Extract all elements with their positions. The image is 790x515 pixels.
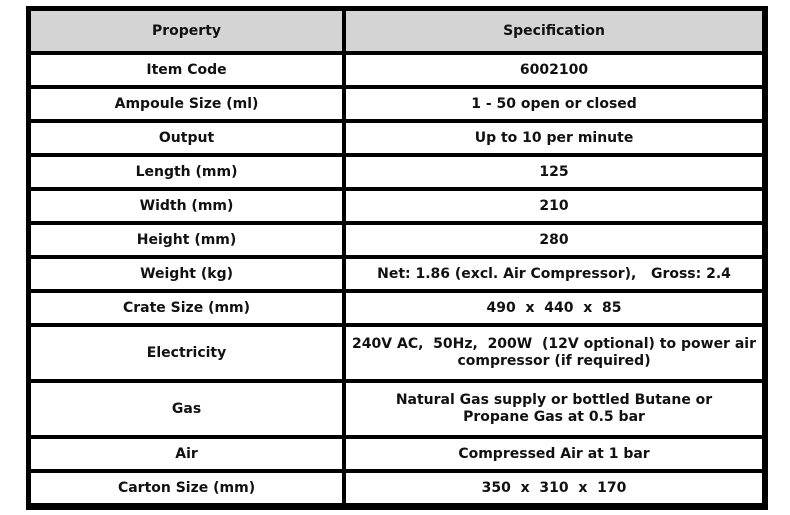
property-cell: Height (mm): [31, 225, 346, 255]
spec-cell: [346, 383, 762, 435]
spec-cell: [346, 327, 762, 379]
property-cell: Carton Size (mm): [31, 473, 346, 503]
property-cell: Electricity: [31, 327, 346, 379]
spec-cell: 490 x 440 x 85: [346, 293, 762, 323]
property-cell: Width (mm): [31, 191, 346, 221]
table-row: [31, 439, 762, 469]
spec-line: Natural Gas supply or bottled Butane or: [395, 392, 713, 408]
table-row: [31, 473, 762, 503]
spec-table-frame: [26, 6, 768, 510]
table-row: [31, 225, 762, 255]
property-cell: Length (mm): [31, 157, 346, 187]
table-row: [31, 89, 762, 119]
header-property: Property: [31, 11, 346, 51]
spec-cell: 280: [346, 225, 762, 255]
property-cell: Crate Size (mm): [31, 293, 346, 323]
table-row: [31, 123, 762, 153]
property-cell: Weight (kg): [31, 259, 346, 289]
table-row: [31, 157, 762, 187]
table-row: [31, 191, 762, 221]
table-header-row: [31, 11, 762, 51]
property-cell: Ampoule Size (ml): [31, 89, 346, 119]
spec-line: Propane Gas at 0.5 bar: [463, 409, 645, 425]
spec-line: 240V AC, 50Hz, 200W (12V optional) to power air: [352, 336, 756, 352]
spec-cell: Net: 1.86 (excl. Air Compressor), Gross: 2.4: [346, 259, 762, 289]
property-cell: Air: [31, 439, 346, 469]
spec-cell: Up to 10 per minute: [346, 123, 762, 153]
table-row: [31, 327, 762, 379]
spec-cell: 125: [346, 157, 762, 187]
property-cell: Item Code: [31, 55, 346, 85]
table-row: [31, 259, 762, 289]
spec-cell: 1 - 50 open or closed: [346, 89, 762, 119]
specification-table: [31, 7, 762, 507]
spec-cell: Compressed Air at 1 bar: [346, 439, 762, 469]
spec-cell: 6002100: [346, 55, 762, 85]
table-row: [31, 55, 762, 85]
property-cell: Output: [31, 123, 346, 153]
spec-cell: 210: [346, 191, 762, 221]
property-cell: Gas: [31, 383, 346, 435]
table-row: [31, 293, 762, 323]
spec-cell: 350 x 310 x 170: [346, 473, 762, 503]
table-row: [31, 383, 762, 435]
header-specification: Specification: [346, 11, 762, 51]
spec-line: compressor (if required): [457, 353, 651, 369]
